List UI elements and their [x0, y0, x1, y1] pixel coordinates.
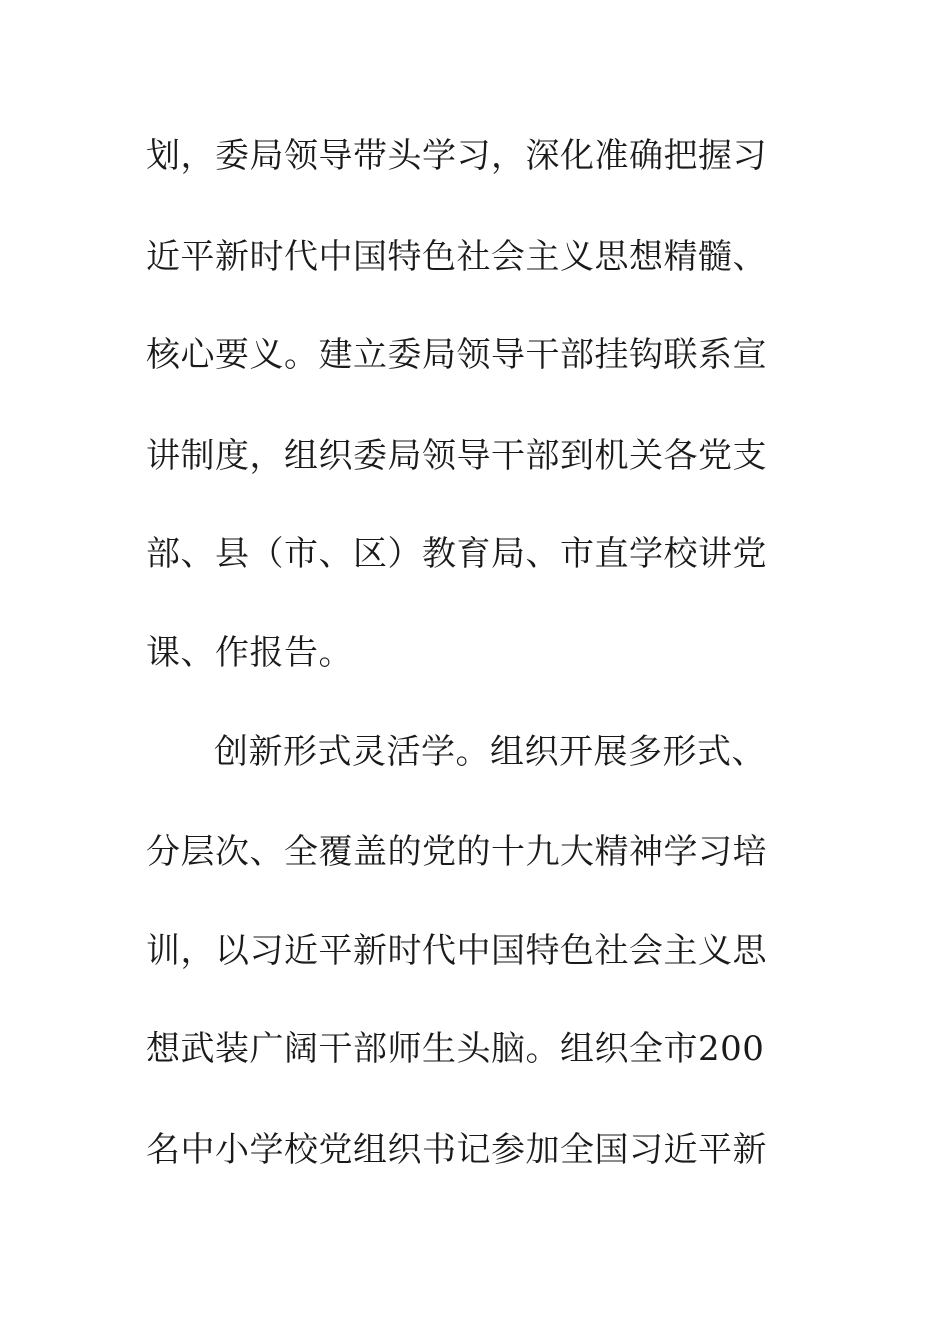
paragraph-start-line: 创新形式灵活学。组织开展多形式、 [214, 732, 766, 772]
text-line: 名中小学校党组织书记参加全国习近平新 [146, 1130, 767, 1170]
text-line: 讲制度，组织委局领导干部到机关各党支 [146, 436, 767, 476]
text-line: 课、作报告。 [146, 633, 353, 673]
text-line: 核心要义。建立委局领导干部挂钩联系宣 [146, 335, 767, 375]
text-line: 划，委局领导带头学习，深化准确把握习 [146, 136, 767, 176]
text-line: 部、县（市、区）教育局、市直学校讲党 [146, 534, 767, 574]
text-line: 近平新时代中国特色社会主义思想精髓、 [146, 237, 767, 277]
text-line: 训，以习近平新时代中国特色社会主义思 [146, 931, 767, 971]
text-line: 想武装广阔干部师生头脑。组织全市200 [146, 1029, 765, 1069]
text-line: 分层次、全覆盖的党的十九大精神学习培 [146, 832, 767, 872]
